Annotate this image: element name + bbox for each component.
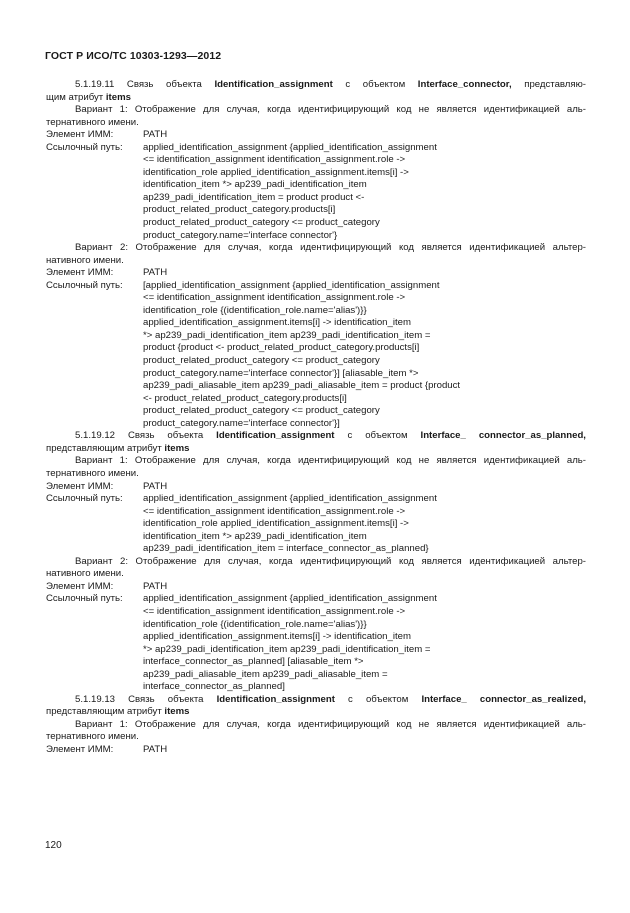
imm-element-label: Элемент ИММ: [46,580,114,592]
ref-path-line: interface_connector_as_planned] [aliasable_item *> [143,656,364,668]
ref-path-line: product_related_product_category <= product_category [143,405,380,417]
ref-path-line: <= identification_assignment identification_assignment.role -> [143,292,406,304]
ref-path-line: product_related_product_category <= product_category [143,355,380,367]
ref-path-line: identification_item *> ap239_padi_identification_item [143,179,367,191]
ref-path-line: product_category.name='interface connector'}] [aliasable_item *> [143,367,419,379]
ref-path-line: *> ap239_padi_identification_item ap239_padi_identification_item = [143,643,431,655]
ref-path-line: product_category.name='interface connector'}] [143,417,340,429]
variant-2-text: Вариант 2: Отображение для случая, когда идентифицирующий код является идентификацией альтер- [75,242,586,254]
ref-path-row: Ссылочный путь: applied_identification_assignment {applied_identification_assignment [46,141,437,153]
imm-element-label: Элемент ИММ: [46,480,114,492]
ref-path-line: <- product_related_product_category.products[i] [143,392,347,404]
document-body [46,79,586,757]
ref-path-line: <= identification_assignment identification_assignment.role -> [143,505,406,517]
variant-2-text-cont: нативного имени. [46,254,124,266]
imm-element-row: Элемент ИММ: PATH [46,129,168,141]
variant-1-text: Вариант 1: Отображение для случая, когда идентифицирующий код не является идентификацией аль- [75,455,586,467]
imm-element-label: Элемент ИММ: [46,129,114,141]
ref-path-line: product {product <- product_related_product_category.products[i] [143,342,420,354]
ref-path-line: interface_connector_as_planned] [143,681,285,693]
variant-2-text-cont: нативного имени. [46,568,124,580]
ref-path-line: <= identification_assignment identification_assignment.role -> [143,605,406,617]
ref-path-line: identification_role {(identification_role.name='alias')}} [143,304,367,316]
document-header: ГОСТ Р ИСО/ТС 10303-1293—2012 [45,50,222,62]
ref-path-line: applied_identification_assignment.items[i] -> identification_item [143,317,411,329]
ref-path-label: Ссылочный путь: [46,141,123,153]
ref-path-label: Ссылочный путь: [46,279,123,291]
ref-path-line: identification_role applied_identification_assignment.items[i] -> [143,166,409,178]
ref-path-line: product_related_product_category.products[i] [143,204,336,216]
section-heading-11: 5.1.19.11 Связь объекта Identification_assignment с объектом Interface_connector, представляю- [75,79,586,90]
ref-path-line: identification_role {(identification_role.name='alias')}} [143,618,367,630]
variant-1-text-cont: тернативного имени. [46,731,139,743]
imm-element-row: Элемент ИММ: PATH [46,580,168,592]
ref-path-row: Ссылочный путь: applied_identification_assignment {applied_identification_assignment [46,593,437,605]
variant-2-text: Вариант 2: Отображение для случая, когда идентифицирующий код является идентификацией альтер- [75,555,586,567]
ref-path-line: ap239_padi_identification_item = interface_connector_as_planned} [143,543,429,555]
imm-element-label: Элемент ИММ: [46,743,114,755]
imm-element-row: Элемент ИММ: PATH [46,480,168,492]
ref-path-line: ap239_padi_identification_item = product product <- [143,191,365,203]
page-number: 120 [45,840,62,851]
ref-path-line: product_category.name='interface connector'} [143,229,338,241]
ref-path-line: identification_role applied_identification_assignment.items[i] -> [143,518,409,530]
imm-element-row: Элемент ИММ: PATH [46,267,168,279]
ref-path-line: applied_identification_assignment.items[i] -> identification_item [143,631,411,643]
section-heading-13: 5.1.19.13 Связь объекта Identification_assignment с объектом Interface_ connector_as_realized, [75,693,586,705]
ref-path-line: ap239_padi_aliasable_item ap239_padi_aliasable_item = product {product [143,380,461,392]
section-heading-11-cont: щим атрибут items [46,91,131,103]
section-heading-12-cont: представляющим атрибут items [46,442,190,454]
variant-1-text-cont: тернативного имени. [46,467,139,479]
ref-path-row: Ссылочный путь: applied_identification_assignment {applied_identification_assignment [46,493,437,505]
ref-path-line: product_related_product_category <= product_category [143,217,380,229]
variant-1-text-cont: тернативного имени. [46,116,139,128]
ref-path-row: Ссылочный путь: [applied_identification_assignment {applied_identification_assignment [46,279,440,291]
variant-1-text: Вариант 1: Отображение для случая, когда идентифицирующий код не является идентификацией аль- [75,718,586,730]
ref-path-line: *> ap239_padi_identification_item ap239_padi_identification_item = [143,329,431,341]
ref-path-label: Ссылочный путь: [46,593,123,605]
imm-element-row: Элемент ИММ: PATH [46,743,168,755]
imm-element-label: Элемент ИММ: [46,267,114,279]
ref-path-label: Ссылочный путь: [46,493,123,505]
variant-1-text: Вариант 1: Отображение для случая, когда идентифицирующий код не является идентификацией аль- [75,104,586,116]
ref-path-line: identification_item *> ap239_padi_identification_item [143,530,367,542]
section-heading-13-cont: представляющим атрибут items [46,706,190,718]
section-heading-12: 5.1.19.12 Связь объекта Identification_assignment с объектом Interface_ connector_as_planned, [75,430,586,442]
ref-path-line: ap239_padi_aliasable_item ap239_padi_aliasable_item = [143,668,388,680]
ref-path-line: <= identification_assignment identification_assignment.role -> [143,154,406,166]
